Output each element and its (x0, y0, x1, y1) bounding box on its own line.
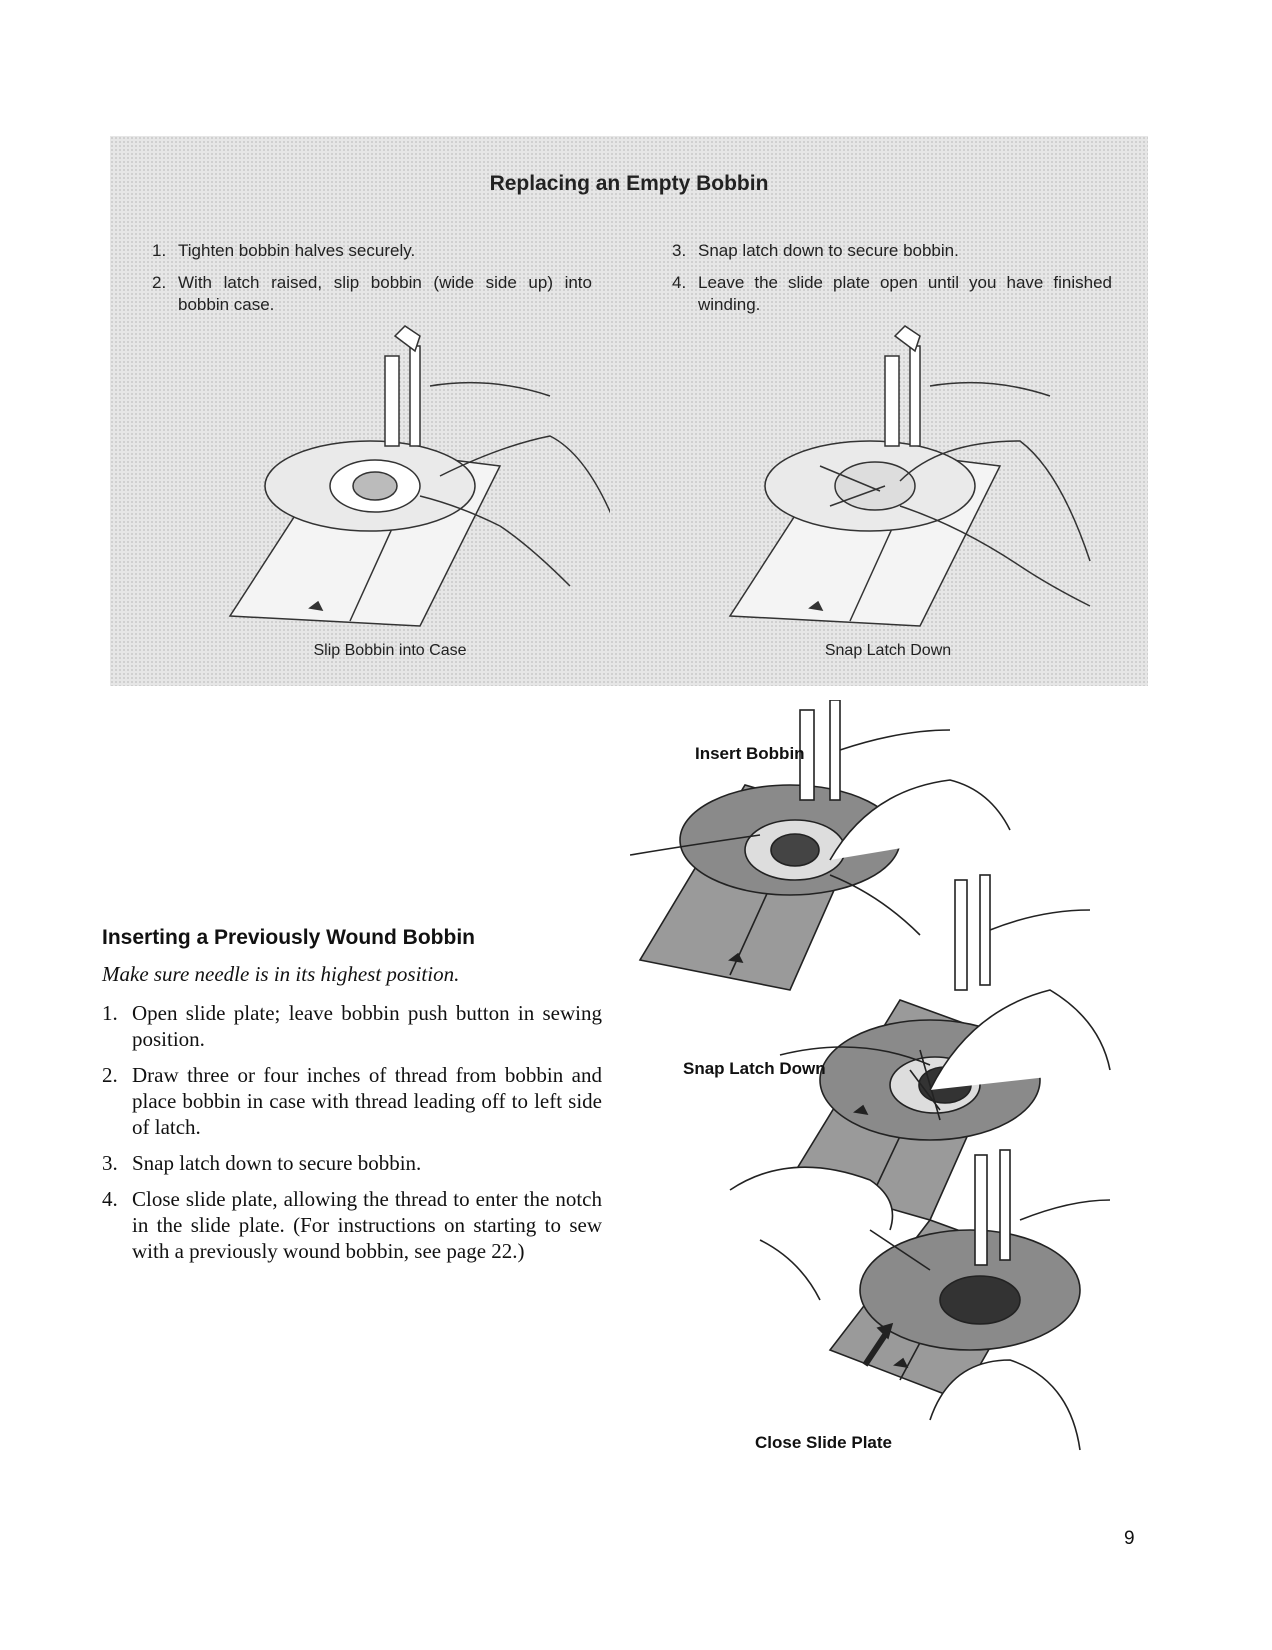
panel-title: Replacing an Empty Bobbin (489, 172, 769, 195)
step-number: 1. (102, 1001, 118, 1025)
list-item (102, 1000, 602, 1052)
right-steps (672, 240, 1112, 326)
section-title: Inserting a Previously Wound Bobbin (102, 926, 475, 949)
step-number: 1. (152, 241, 167, 260)
section-note: Make sure needle is in its highest position. (102, 962, 460, 986)
panel-step (152, 272, 592, 316)
snap-latch-illustration (670, 316, 1110, 646)
panel-step (672, 240, 1112, 262)
step-text: With latch raised, slip bobbin (wide side up) into bobbin case. (178, 273, 592, 314)
panel-step (672, 272, 1112, 316)
step-text: Tighten bobbin halves securely. (178, 241, 416, 260)
step-number: 2. (102, 1063, 118, 1087)
step-text: Draw three or four inches of thread from bobbin and place bobbin in case with thread leading off to left side of latch. (132, 1063, 602, 1139)
panel-step (152, 240, 592, 262)
left-caption: Slip Bobbin into Case (313, 642, 467, 659)
list-item (102, 1062, 602, 1140)
step-text: Snap latch down to secure bobbin. (698, 241, 959, 260)
insert-bobbin-label: Insert Bobbin (695, 744, 805, 763)
list-item (102, 1186, 602, 1264)
step-number: 3. (102, 1151, 118, 1175)
step-text: Snap latch down to secure bobbin. (132, 1151, 422, 1175)
instruction-list (102, 1000, 602, 1274)
step-text: Leave the slide plate open until you have finished winding. (698, 273, 1112, 314)
right-caption: Snap Latch Down (824, 642, 952, 659)
step-number: 3. (672, 241, 687, 260)
step-text: Open slide plate; leave bobbin push button in sewing position. (132, 1001, 602, 1051)
list-item (102, 1150, 602, 1176)
step-number: 2. (152, 273, 167, 292)
replacing-bobbin-panel (110, 136, 1148, 686)
left-steps (152, 240, 592, 326)
page-number: 9 (1124, 1528, 1135, 1549)
close-slide-plate-label: Close Slide Plate (755, 1433, 892, 1452)
step-number: 4. (672, 273, 687, 292)
bobbin-sequence-illustration (630, 700, 1150, 1500)
slip-bobbin-illustration (170, 316, 610, 646)
step-number: 4. (102, 1187, 118, 1211)
step-text: Close slide plate, allowing the thread to enter the notch in the slide plate. (For instructions on starting to sew with a previously wound bobbin, see page 22.) (132, 1187, 602, 1263)
snap-latch-down-label: Snap Latch Down (683, 1059, 826, 1078)
